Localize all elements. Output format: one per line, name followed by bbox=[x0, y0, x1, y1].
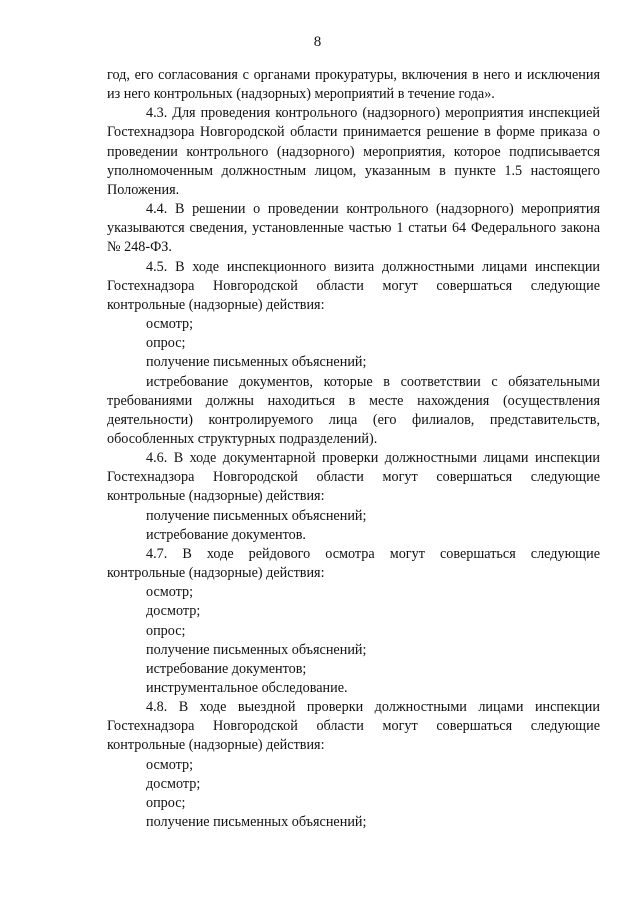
list-item: осмотр; bbox=[146, 756, 194, 773]
paragraph-4-7: 4.7. В ходе рейдового осмотра могут совершаться следующие контрольные (надзорные) действия: bbox=[107, 545, 600, 582]
paragraph-4-8: 4.8. В ходе выездной проверки должностными лицами инспекции Гостехнадзора Новгородской области могут совершаться следующие контрольные (надзорные) действия: bbox=[107, 699, 600, 754]
paragraph-continuation: год, его согласования с органами прокуратуры, включения в него и исключения из него контрольных (надзорных) мероприятий в течение года». bbox=[107, 67, 600, 103]
list-item: получение письменных объяснений; bbox=[146, 507, 367, 524]
list-item: истребование документов; bbox=[146, 660, 307, 677]
list-item: опрос; bbox=[146, 794, 186, 811]
list-item: опрос; bbox=[146, 335, 186, 352]
list-item: истребование документов, которые в соответствии с обязательными требованиями должны находиться в месте нахождения (осуществления деятельности) контролируемого лица (его филиалов, представительств, обособленных структурных подразделений). bbox=[107, 373, 600, 447]
paragraph-4-5: 4.5. В ходе инспекционного визита должностными лицами инспекции Гостехнадзора Новгородской области могут совершаться следующие контрольные (надзорные) действия: bbox=[107, 258, 600, 313]
list-item: опрос; bbox=[146, 622, 186, 639]
list-item: досмотр; bbox=[146, 603, 201, 620]
list-item: получение письменных объяснений; bbox=[146, 354, 367, 371]
paragraph-4-6: 4.6. В ходе документарной проверки должностными лицами инспекции Гостехнадзора Новгородской области могут совершаться следующие контрольные (надзорные) действия: bbox=[107, 450, 600, 505]
paragraph-4-4: 4.4. В решении о проведении контрольного (надзорного) мероприятия указываются сведения, установленные частью 1 статьи 64 Федерального закона № 248-ФЗ. bbox=[107, 201, 600, 256]
list-item: инструментальное обследование. bbox=[146, 680, 348, 696]
list-item: осмотр; bbox=[146, 316, 194, 333]
document-body bbox=[107, 66, 600, 832]
list-item: получение письменных объяснений; bbox=[146, 814, 367, 831]
list-item: досмотр; bbox=[146, 775, 201, 792]
list-item: истребование документов. bbox=[146, 526, 306, 543]
paragraph-4-3: 4.3. Для проведения контрольного (надзорного) мероприятия инспекцией Гостехнадзора Новгородской области принимается решение в форме приказа о проведении контрольного (надзорного) мероприятия, которое подписывается уполномоченным должностным лицом, указанным в пункте 1.5 настоящего Положения. bbox=[107, 105, 600, 198]
list-item: осмотр; bbox=[146, 584, 194, 601]
page-number: 8 bbox=[313, 34, 322, 50]
list-item: получение письменных объяснений; bbox=[146, 641, 367, 658]
